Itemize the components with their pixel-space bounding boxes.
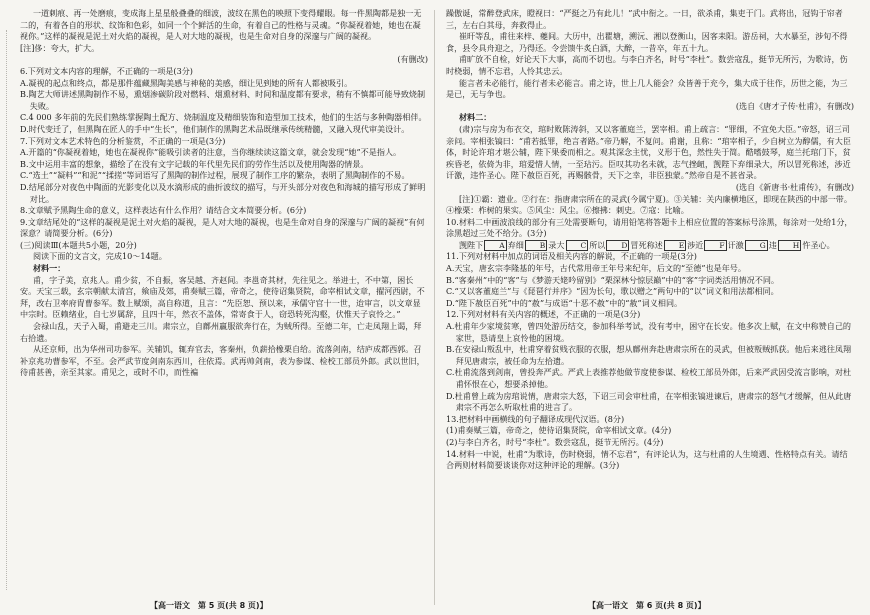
material-1-cont-2: 崔旰等乱，甫往来梓、夔间。大历中，出瞿塘，溯沅、湘以登衡山，因客耒阳。游岳祠，大水暴至，涉旬不得食，县令具舟迎之，乃得还。令尝馈牛炙白酒，大醉，一昔卒，年五十九。 (446, 31, 848, 53)
question-11-option-b: B.“客秦州”中的“客”与《梦游天姥吟留别》“栗深林兮惊层巅”中的“客”字词类活用情况不同。 (446, 274, 780, 285)
segment-text: 涉近 (687, 239, 704, 250)
segment-boxes (483, 240, 826, 250)
question-11-option-a: A.天宝，唐玄宗李隆基的年号，古代常用帝王年号来纪年，后文的“至德”也是年号。 (446, 263, 746, 274)
question-12-option-b: B.在安禄山叛乱中，杜甫穿着贫贱衣服的衣服，想从鄜州奔赴唐肃宗所在的灵武，但被叛贼抓获。他后来逃往凤翔拜见唐肃宗，被任命为左拾遗。 (446, 344, 852, 366)
question-6-option-d: D.时代变迁了，但黑陶在匠人的手中“生长”，他们制作的黑陶艺术品既继承传统精髓，又融入现代审美设计。 (20, 123, 410, 134)
column-divider (434, 10, 435, 605)
question-11-stem: 11.下列对材料中加点的词语及相关内容的解说，不正确的一项是(3分) (446, 251, 697, 262)
passage-ending: 一道刺痕、再一处磨痕，变成海上星星般叠叠的细波，波纹在黑色的映照下变得耀眼。每一件黑陶都是独一无二的，有着各自的形状、纹饰和色彩，如同一个个鲜活的生命，有着自己的性格与灵魂。“你凝视着她，她也在凝视你。”这样的凝视是泥土对火焰的凝视，是人对大地的凝视，也是生命对自身的深邃与广阔的凝视。 (20, 8, 422, 42)
section-heading: (三)阅读Ⅲ(本题共5小题，20分) (20, 239, 137, 250)
page-footer-right: 【高一语文 第 6 页(共 8 页)】 (588, 601, 706, 610)
segment-box-b: B (525, 240, 547, 251)
segment-box-c: C (566, 240, 589, 251)
segment-text: 所以 (589, 239, 606, 250)
material-1-para-1: 甫，字子美，京兆人。甫少贫，不自振，客吴越、齐赵间。李邕奇其材，先往见之。举进士，不中第，困长安。天宝三载，玄宗朝献太清宫，飨庙及郊，甫奏赋三篇，帝奇之，使待诏集贤院，命宰相试文章，擢河西尉，不拜，改右卫率府胄曹参军。数上赋颂，高自称道，且言：“先臣恕、预以来，承儒守官十一世，迨审言，以文章显中宗时。臣赖绪业，自七岁属辞，且四十年，然衣不盖体，常寄食于人，窃恐转死沟壑，伏惟天子哀怜之。” (20, 274, 425, 320)
question-12-stem: 12.下列对材料有关内容的概述，不正确的一项是(3分) (446, 309, 641, 320)
question-8: 8.文章赋予黑陶生命的意义，这样表达有什么作用？请结合文本简要分析。(6分) (20, 205, 307, 216)
segment-text: 忤圣心 (802, 239, 827, 250)
segment-box-h: H (778, 240, 802, 251)
segment-box-a: A (484, 240, 506, 251)
question-13-item-1: (1)甫奏赋三篇，帝奇之，使待诏集贤院，命宰相试文章。(4分) (446, 425, 672, 436)
segment-text: 冒死称述 (630, 239, 663, 250)
segment-text: 违 (768, 239, 777, 250)
segment-box-g: G (745, 240, 768, 251)
question-6-option-b: B.陶艺大师讲述黑陶制作不易，熏烟渗碳阶段对燃料、烟熏材料、时间和温度都有要求，稍有不慎都可能导致烧制失败。 (20, 89, 426, 111)
segment-tail: 。 (826, 239, 835, 250)
question-12-option-d: D.杜甫曾上疏为房琯说情，唐肃宗大怒，下诏三司会审杜甫，在宰相张镐进谏后，唐肃宗的怒气才缓解，但从此唐肃宗不再怎么听取杜甫的进言了。 (446, 390, 852, 413)
material-1-cont-1: 躁傲诞，常醉登武床，瞪视曰：“严挺之乃有此儿！”武中衔之。一日，欲杀甫，集吏于门。武将出，冠钩于帘者三，左右白其母，奔救得止。 (446, 8, 843, 30)
question-14: 14.材料一中说，杜甫“为歌诗，伤时桡弱，情不忘君”，有评论认为，这与杜甫的人生境遇、性格特点有关。请结合两则材料简要谈谈你对这种评论的理解。(3分) (446, 448, 848, 471)
passage-note: [注]侈：夸大，扩大。 (20, 42, 100, 53)
segment-text: 录大 (548, 239, 565, 250)
question-6-option-a: A.凝视的起点和终点，都是那件蕴藏黑陶美感与神秘的美感，细让见到她的所有人都被吸引。 (20, 77, 353, 88)
material-1-cont-4: 能言者未必能行，能行者未必能言。甫之诗，世上几人能会？众皆善于充今，集大成于往作，历世之能，为三是已，无与争也。 (446, 77, 848, 100)
segment-box-f: F (704, 240, 726, 251)
left-page (20, 8, 428, 379)
material-1-title: 材料一： (32, 263, 66, 274)
segment-text: 讦激 (727, 239, 744, 250)
segment-lead: 觊陛下 (458, 239, 484, 250)
question-10-stem: 10.材料二中画波浪线的部分有三处需要断句，请用铅笔将答题卡上相应位置的答案标号涂黑，每涂对一处给1分，涂黑超过三处不给分。(3分) (446, 216, 853, 239)
question-7-option-d: D.结尾部分对夜色中陶面的光影变化以及水滴形成的曲折波纹的描写，与开头部分对夜色和海城的描写形成了鲜明对比。 (20, 181, 426, 204)
question-10-segment-line (446, 240, 854, 252)
binding-margin (6, 30, 9, 590)
material-1-cont-3: 甫旷放不自检，好论天下大事，高而不切也。与李白齐名，时号“李杜”。数尝寇乱，挺节无所污，为歌诗，伤时桡弱，情不忘君，人怜其忠云。 (446, 54, 848, 76)
question-6-stem: 6.下列对文本内容的理解，不正确的一项是(3分) (20, 65, 193, 76)
question-6-option-c: C.4 000 多年前的先民们熟练掌握陶土配方、烧制温度及精细装饰和造型加工技术，他们的生活与多种陶器相伴。 (20, 112, 427, 123)
question-7-option-b: B.文中运用丰富的想象，描绘了在没有文字记载的年代里先民们的劳作生活以及使用陶器的情景。 (20, 158, 369, 169)
segment-box-d: D (606, 240, 629, 251)
question-9: 9.文章结尾处的“这样的凝视是泥土对火焰的凝视，是人对大地的凝视，也是生命对自身的深邃与广阔的凝视”有何深意？请简要分析。(6分) (20, 216, 425, 239)
question-11-option-c: C.“又以客董庭兰”与《琵琶行并序》“因为长句，歌以赠之”两句中的“以”词义和用法都相同。 (446, 286, 779, 297)
question-11-option-d: D.“陛下赦臣百死”中的“赦”与成语“十恶不赦”中的“赦”词义相同。 (446, 297, 683, 308)
material-1-source: (选自《唐才子传·杜甫》，有删改) (735, 100, 854, 111)
question-12-option-a: A.杜甫年少家境贫寒，曾四处游历结交，参加科举考试，没有考中，困守在长安。他多次上赋，在文中称赞自己的家世，恳请皇上哀怜他的困境。 (446, 321, 852, 343)
material-1-para-3: 从还京师，出为华州司功参军。关辅饥，辄弃官去，客秦州，负薪拾橡栗自给。流落剑南，结庐成都西郭。召补京兆功曹参军，不至。会严武节度剑南东西川，往依焉。武再帅剑南，表为参谋、检校工部员外郎。武以世旧，待甫甚善，亲至其家。甫见之，或时不巾，而性褊 (20, 344, 425, 378)
section-instruction: 阅读下面的文言文，完成10～14题。 (32, 251, 167, 262)
question-7-option-c: C.“选土”“凝料”“和泥”“揉搓”等词语写了黑陶的制作过程，展现了制作工序的繁杂，表明了黑陶制作的不易。 (20, 170, 410, 181)
question-13-item-2: (2)与李白齐名，时号“李杜”。数尝寇乱，挺节无所污。(4分) (446, 436, 664, 447)
material-1-para-2: 会禄山乱，天子入蜀，甫避走三川。肃宗立，自鄜州羸服欲奔行在，为贼所得。至德二年，亡走凤翔上谒，拜右拾遗。 (20, 321, 422, 343)
page-footer-left: 【高一语文 第 5 页(共 8 页)】 (150, 601, 268, 610)
right-page (446, 8, 854, 472)
annotation-note: [注]①霸：遗业。②行在：指唐肃宗所在的灵武(今属宁夏)。③关辅：关内廉横地区，即现在陕西的中部一带。④橡栗：柞树的果实。⑤风尘：风尘。⑥擦拂：刺史。⑦寇：比喻。 (446, 193, 852, 216)
question-7-option-a: A.开篇的“你凝视着她，她也在凝视你”能吸引读者的注意，当你继续读这篇文章，就会发现“她”不是指人。 (20, 147, 402, 158)
material-2-text: (肃)宗与房为布衣交，琯时败陈涛斜，又以客董庭兰，罢宰相。甫上疏言：“罪细，不宜免大臣。”帝怒，诏三司亲问。宰相张镐曰：“甫若抵罪，绝言者路。”帝乃解，不复问。甫谢，且称：“琯宰相子，少自树立为醇儒，有大臣体，时论许琯才堪公辅，陛下果委而相之。观其深念主忧，义形于色，然性失于简。酷嗜鼓琴，庭兰托琯门下，贫疾昏老，依倚为非，琯爱惜人情，一至玷污。臣叹其功名未就，志气挫衄，觊陛下弃细录大，所以冒死称述，涉近讦激，违忤圣心。陛下赦臣百死，再赐骸骨，天下之幸，非臣独蒙。”然帝自是不甚省录。 (446, 123, 851, 181)
passage-source: (有删改) (397, 54, 428, 65)
question-7-stem: 7.下列对文本艺术特色的分析鉴赏，不正确的一项是(3分) (20, 135, 226, 146)
segment-text: 弃细 (507, 239, 524, 250)
segment-box-e: E (664, 240, 686, 251)
question-12-option-c: C.杜甫流落到剑南，曾投奔严武。严武上表推荐他做节度使参谋、检校工部员外郎，后来严武因受流言影响，对杜甫怀恨在心，想要杀掉他。 (446, 367, 852, 389)
material-2-source: (选自《新唐书·杜甫传》，有删改) (735, 181, 854, 192)
material-2-title: 材料二： (458, 112, 492, 123)
question-13-stem: 13.把材料中画横线的句子翻译成现代汉语。(8分) (446, 413, 625, 424)
